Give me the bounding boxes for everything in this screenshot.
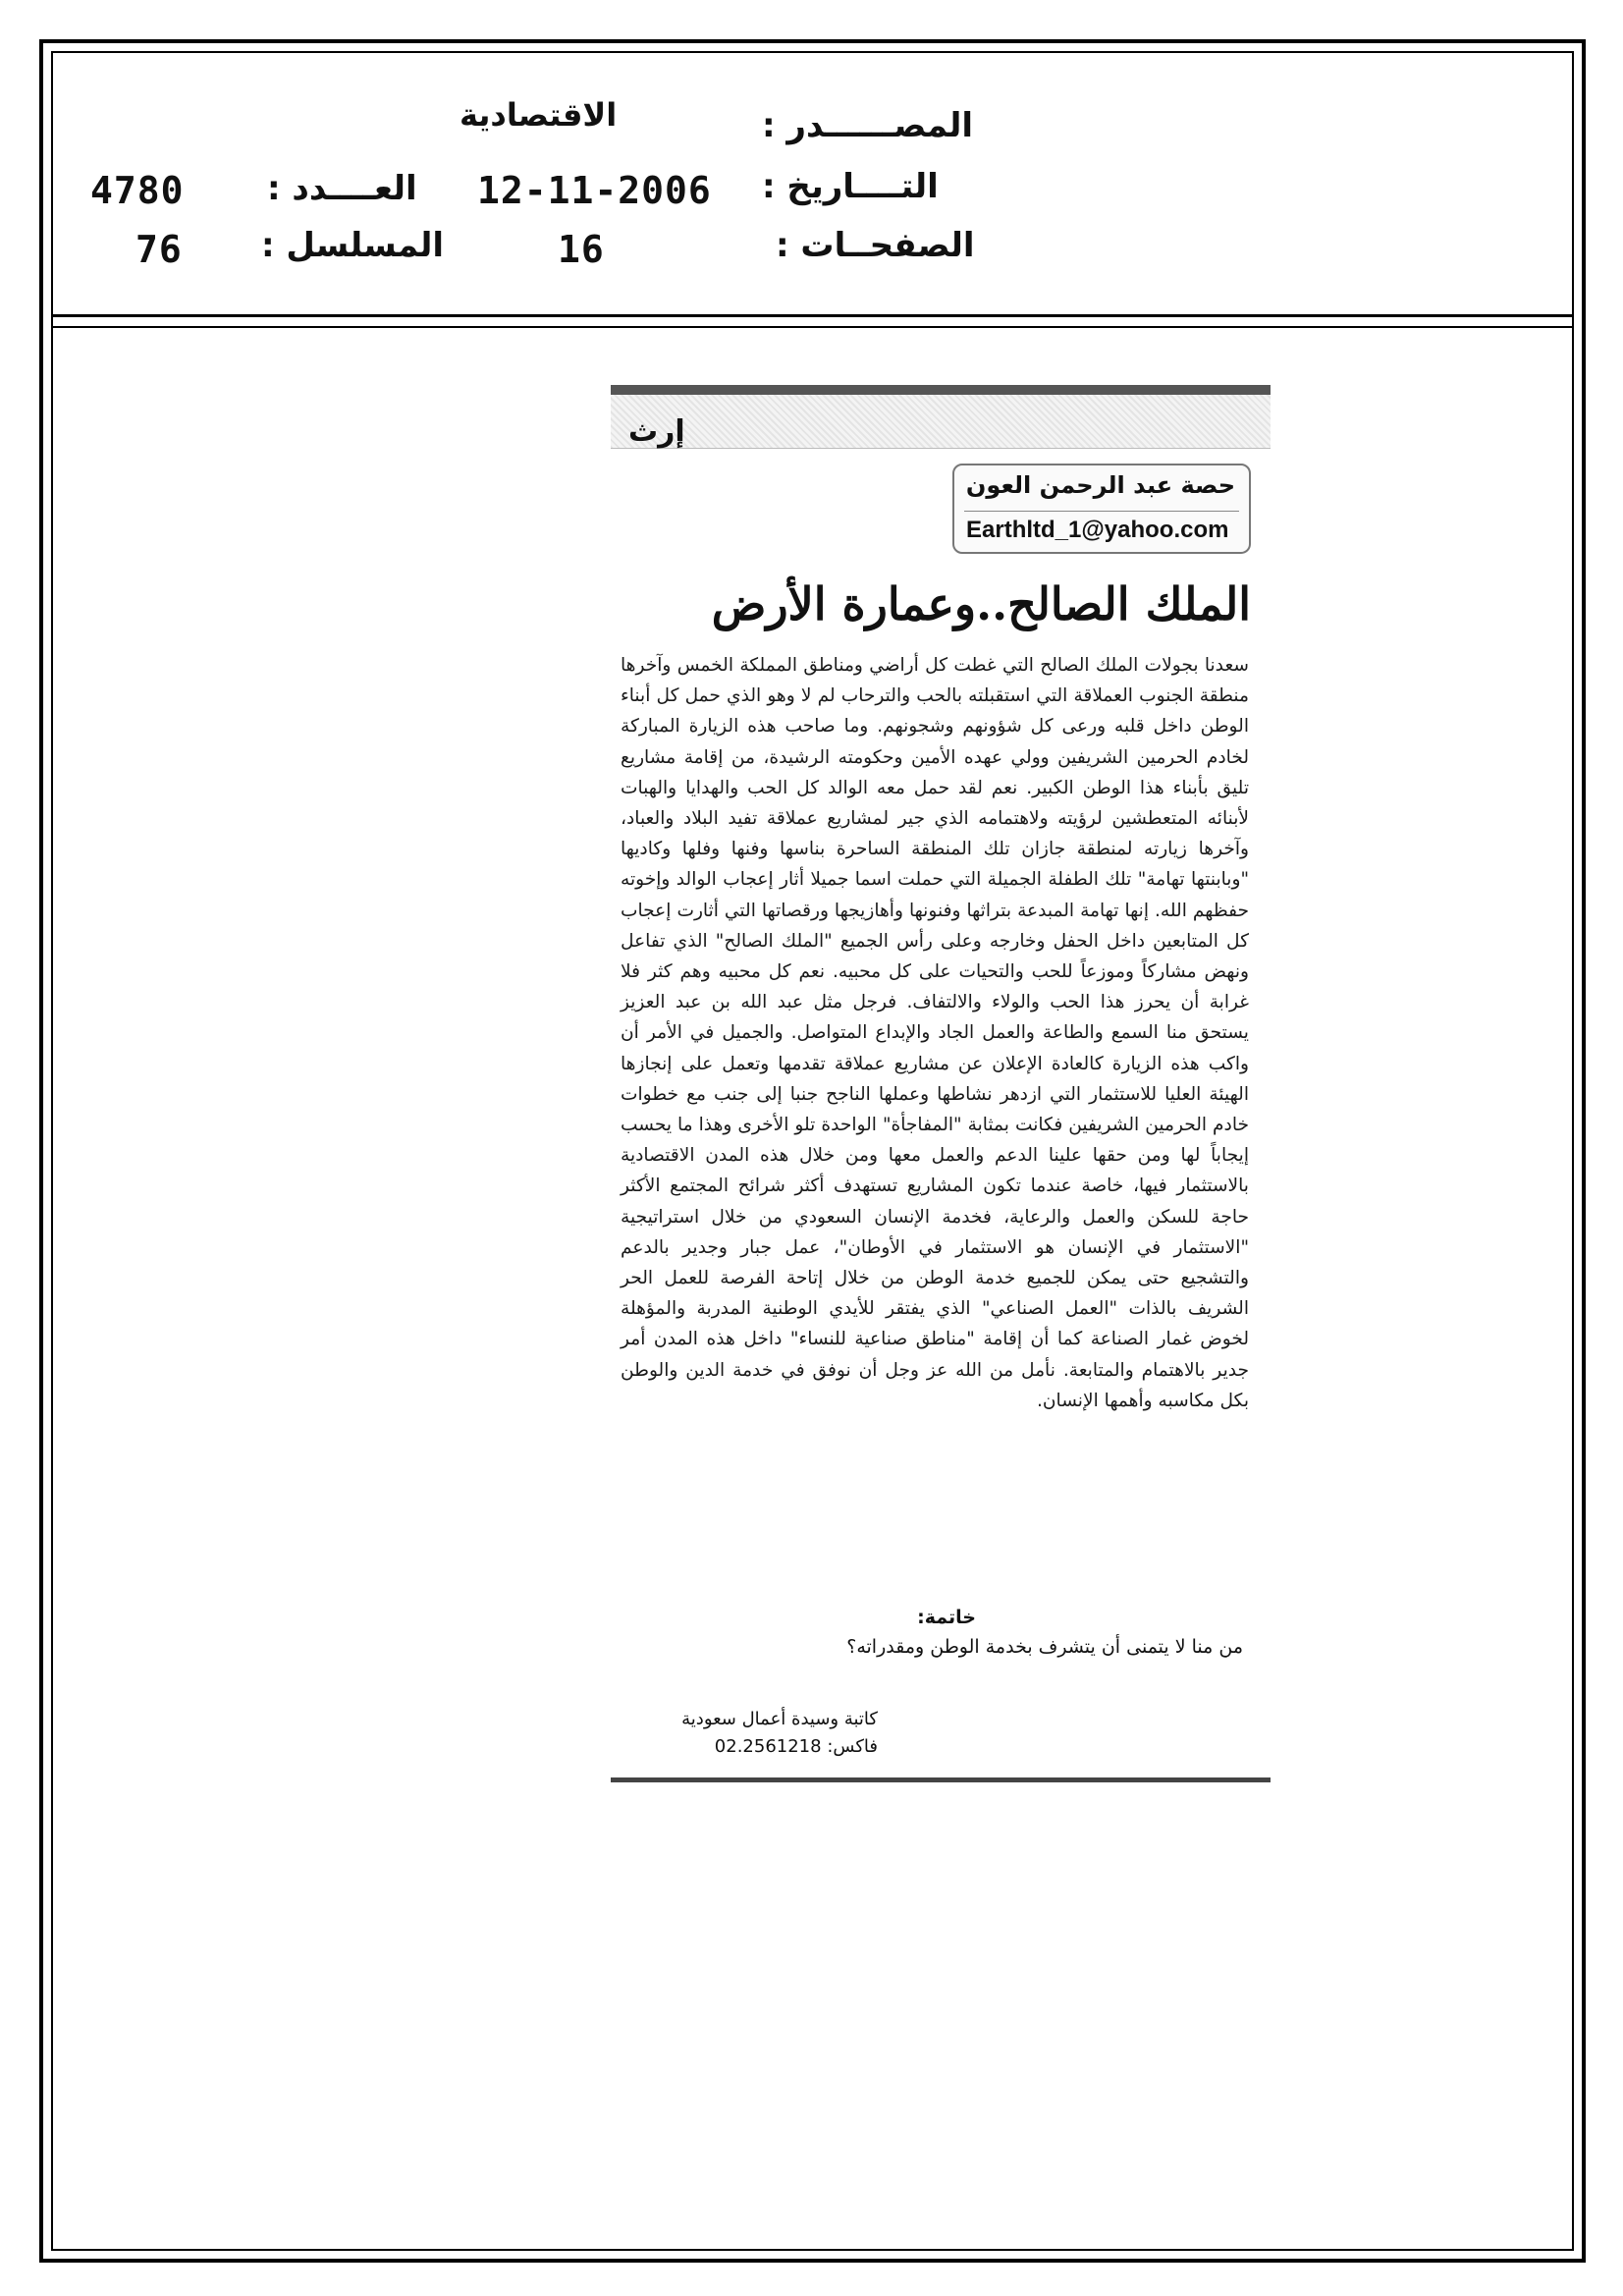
header-divider bbox=[51, 314, 1574, 317]
author-fax: فاكس: 02.2561218 bbox=[714, 1736, 878, 1757]
author-name: حصة عبد الرحمن العون bbox=[965, 471, 1235, 499]
clipping-top-rule bbox=[611, 385, 1271, 395]
article-body: سعدنا بجولات الملك الصالح التي غطت كل أراضي ومناطق المملكة الخمس وآخرها منطقة الجنوب العملاقة التي استقبلته بالحب والترحاب لم لا وهو الذي حمل كل أبناء الوطن داخل قلبه ورعى كل شؤونهم وشجونهم. وما صاحب هذه الزيارة المباركة لخادم الحرمين الشريفين وولي عهده الأمين وحكومته الرشيدة، من إقامة مشاريع تليق بأبناء هذا الوطن الكبير. نعم لقد حمل معه الوالد كل الحب والهدايا والهبات لأبنائه المتعطشين لرؤيته ولاهتمامه الذي جير لمشاريع عملاقة تفيد البلاد والعباد، وآخرها زيارته لمنطقة جازان تلك المنطقة الساحرة بناسها وفنها وفلها وكاديها "وبابنتها تهامة" تلك الطفلة الجميلة التي حملت اسما جميلا أثار إعجاب الوالد وإخوته حفظهم الله. إنها تهامة المبدعة بتراثها وفنونها وأهازيجها ورقصاتها التي أثارت إعجاب كل المتابعين داخل الحفل وخارجه وعلى رأس الجميع "الملك الصالح" الذي تفاعل ونهض مشاركاً وموزعاً للحب والتحيات على كل محبيه. نعم كل محبيه وهم كثر فلا غرابة أن يحرز هذا الحب والولاء والالتفاف. فرجل مثل عبد الله بن عبد العزيز يستحق منا السمع والطاعة والعمل الجاد والإبداع المتواصل. والجميل في الأمر أن واكب هذه الزيارة كالعادة الإعلان عن مشاريع عملاقة تقدمها وتعمل على إنجازها الهيئة العليا للاستثمار التي ازدهر نشاطها وعملها الناجح جنبا إلى جنب مع خطوات خادم الحرمين الشريفين فكانت بمثابة "المفاجأة" الواحدة تلو الأخرى وهذا ما يحسب إيجاباً لها ومن حقها علينا الدعم والعمل معها ومن خلال هذه المدن الاقتصادية بالاستثمار فيها، خاصة عندما تكون المشاريع تستهدف أكثر شرائح المجتمع الأكثر حاجة للسكن والعمل والرعاية، فخدمة الإنسان السعودي من خلال استراتيجية "الاستثمار في الإنسان هو الاستثمار في الأوطان"، عمل جبار وجدير بالدعم والتشجيع حتى يمكن للجميع خدمة الوطن من خلال إتاحة الفرصة للعمل الحر الشريف بالذات "العمل الصناعي" الذي يفتقر للأيدي الوطنية المدربة والمؤهلة لخوض غمار الصناعة كما أن إقامة "مناطق صناعية للنساء" داخل هذه المدن أمر جدير بالاهتمام والمتابعة. نأمل من الله عز وجل أن نوفق في خدمة الدين والوطن بكل مكاسبه وأهمها الإنسان. bbox=[621, 655, 1249, 1411]
header-divider-secondary bbox=[51, 326, 1574, 328]
author-divider bbox=[964, 511, 1239, 512]
serial-value: 76 bbox=[135, 228, 183, 271]
closing-title: خاتمة: bbox=[917, 1607, 976, 1628]
clipping-bottom-rule bbox=[611, 1777, 1271, 1782]
pages-value: 16 bbox=[558, 228, 605, 271]
source-value: الاقتصادية bbox=[460, 96, 618, 134]
article-headline: الملك الصالح..وعمارة الأرض bbox=[711, 577, 1251, 630]
pages-label: الصفحــات : bbox=[776, 226, 975, 265]
section-title: إرث bbox=[628, 414, 685, 449]
article-clipping bbox=[611, 385, 1271, 1799]
date-value: 12-11-2006 bbox=[477, 169, 712, 212]
author-box bbox=[952, 464, 1251, 554]
section-band bbox=[611, 395, 1271, 449]
author-email: Earthltd_1@yahoo.com bbox=[966, 517, 1229, 543]
source-label: المصــــــدر : bbox=[762, 106, 974, 145]
author-description: كاتبة وسيدة أعمال سعودية bbox=[681, 1709, 878, 1729]
issue-label: العــــدد : bbox=[267, 169, 417, 208]
closing-text: من منا لا يتمنى أن يتشرف بخدمة الوطن ومقدراته؟ bbox=[846, 1636, 1243, 1658]
serial-label: المسلسل : bbox=[261, 226, 445, 265]
issue-value: 4780 bbox=[90, 169, 185, 212]
date-label: التــــاريخ : bbox=[762, 167, 939, 206]
